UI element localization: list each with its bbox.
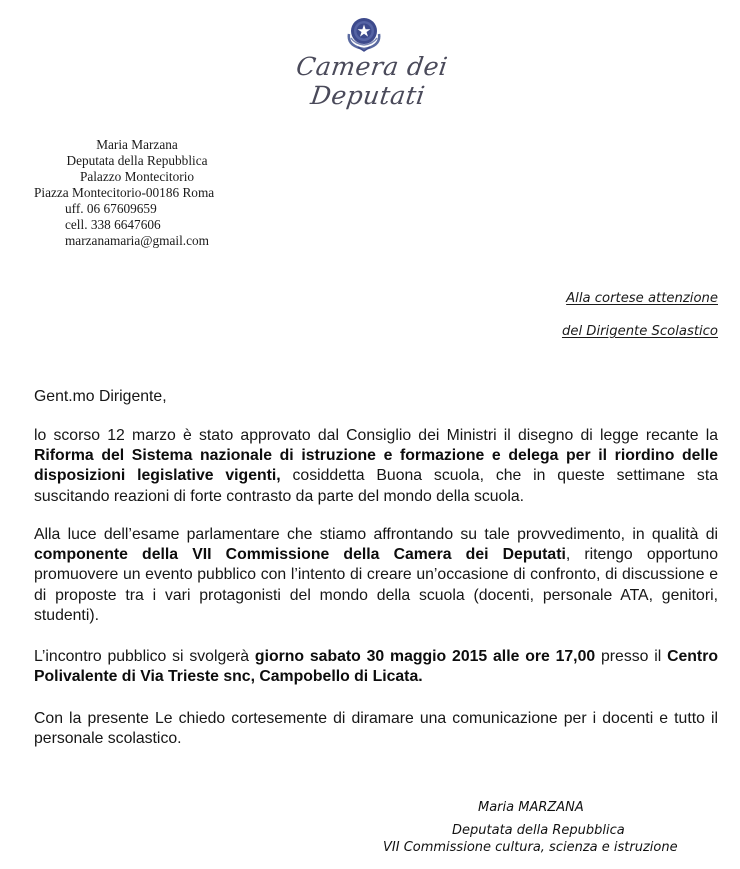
sender-street-address: Piazza Montecitorio-00186 Roma bbox=[34, 185, 215, 200]
p3-bold-venue: Centro Polivalente di Via Trieste snc, Campobello di Licata. bbox=[34, 648, 718, 686]
p3-text-a: L’incontro pubblico si svolgerà bbox=[34, 648, 255, 665]
paragraph-event-details bbox=[34, 647, 718, 687]
signature-commission: VII Commissione cultura, scienza e istruzione bbox=[383, 840, 678, 855]
recipient-line-principal: del Dirigente Scolastico bbox=[561, 324, 718, 339]
p1-bold-reform-title: Riforma del Sistema nazionale di istruzione e formazione e delega per il riordino delle disposizioni legislative vigenti, bbox=[34, 447, 718, 485]
signature-role: Deputata della Repubblica bbox=[452, 823, 625, 838]
greeting: Gent.mo Dirigente, bbox=[34, 388, 167, 405]
paragraph-event-proposal bbox=[34, 525, 718, 626]
p2-text-a: Alla luce dell’esame parlamentare che stiamo affrontando su tale provvedimento, in qualità di bbox=[34, 526, 718, 543]
sender-building: Palazzo Montecitorio bbox=[79, 169, 195, 184]
paragraph-request: Con la presente Le chiedo cortesemente di diramare una comunicazione per i docenti e tutto il personale scolastico. bbox=[34, 710, 718, 748]
p2-text-c: , ritengo opportuno promuovere un evento pubblico con l’intento di creare un’occasione di confronto, di discussione e di proposte tra i vari protagonisti del mondo della scuola (docenti, personale ATA, genitori, studenti). bbox=[34, 546, 718, 624]
recipient-line-attention: Alla cortese attenzione bbox=[566, 291, 718, 306]
sender-email: marzanamaria@gmail.com bbox=[64, 233, 210, 248]
paragraph-reform bbox=[34, 426, 718, 507]
p1-text-c: cosiddetta Buona scuola, che in queste settimane sta suscitando reazioni di forte contrasto da parte del mondo della scuola. bbox=[34, 467, 718, 505]
sender-office-phone: uff. 06 67609659 bbox=[65, 201, 157, 216]
chamber-name-logo: Camera dei Deputati bbox=[294, 52, 450, 110]
sender-mobile-phone: cell. 338 6647606 bbox=[65, 217, 161, 232]
p1-text-a: lo scorso 12 marzo è stato approvato dal Consiglio dei Ministri il disegno di legge recante la bbox=[34, 427, 718, 444]
recipient-block bbox=[562, 282, 718, 348]
sender-address-block bbox=[20, 137, 254, 249]
p2-bold-commission: componente della VII Commissione della Camera dei Deputati bbox=[34, 546, 566, 564]
signature-name: Maria MARZANA bbox=[478, 800, 584, 815]
sender-name: Maria Marzana bbox=[96, 137, 178, 152]
p3-text-c: presso il bbox=[595, 648, 668, 665]
italian-republic-emblem-icon bbox=[341, 12, 387, 52]
p3-bold-date-time: giorno sabato 30 maggio 2015 alle ore 17,00 bbox=[254, 648, 596, 665]
sender-title: Deputata della Repubblica bbox=[66, 153, 208, 168]
